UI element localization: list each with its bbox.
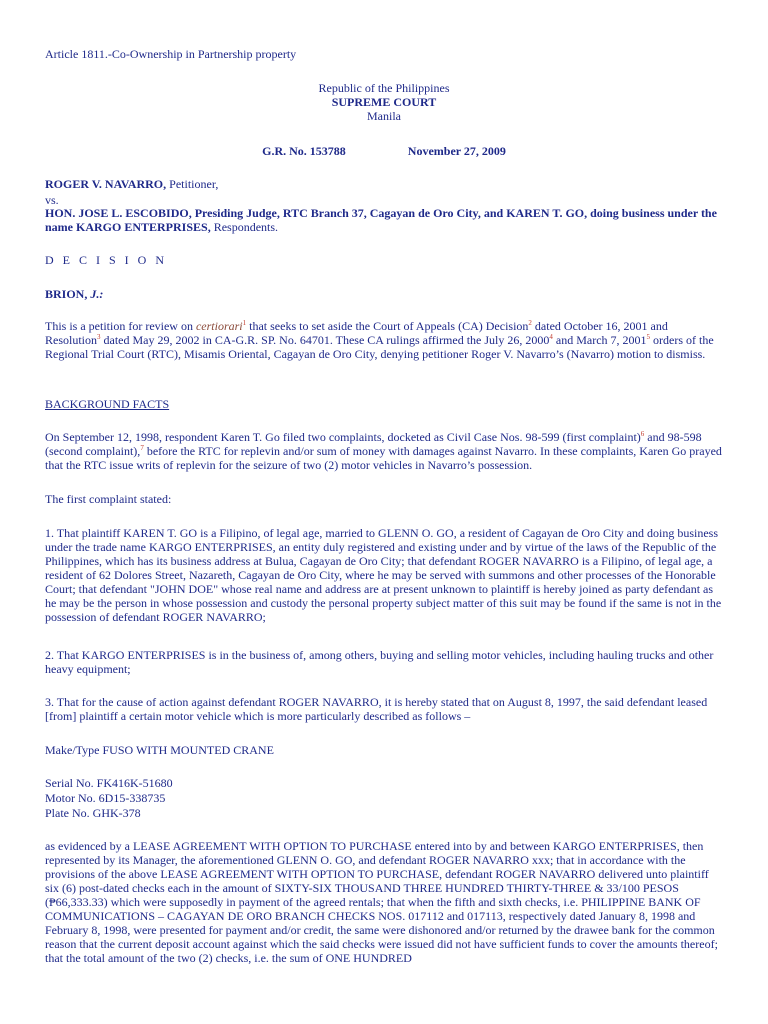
decision-heading: D E C I S I O N bbox=[45, 253, 167, 267]
background-text-1: On September 12, 1998, respondent Karen T. Go filed two complaints, docketed as Civil Case Nos. 98-599 (first complaint) bbox=[45, 430, 641, 444]
intro-paragraph bbox=[45, 319, 725, 361]
background-paragraph bbox=[45, 430, 725, 472]
background-text-2: and 98-598 (second complaint), bbox=[45, 430, 702, 458]
vehicle-make: Make/Type FUSO WITH MOUNTED CRANE bbox=[45, 743, 274, 757]
background-heading: BACKGROUND FACTS bbox=[45, 397, 170, 411]
complaint-paragraph-1: 1. That plaintiff KAREN T. GO is a Filipino, of legal age, married to GLENN O. GO, a resident of Cagayan de Oro City and doing business under the trade name KARGO ENTERPRISES, an entity duly registered and existing under and by virtue of the laws of the Republic of the Philippines, which has its business address at Bulua, Cagayan de Oro City; that defendant ROGER NAVARRO is a Filipino, of legal age, a resident of 62 Dolores Street, Nazareth, Cagayan de Oro City, where he may be served with summons and other processes of the Honorable Court; that defendant "JOHN DOE" whose real name and address are at present unknown to plaintiff is hereby joined as party defendant as he may be the person in whose possession and custody the personal property subject matter of this suit may be found if the same is not in the possession of defendant ROGER NAVARRO; bbox=[45, 526, 722, 624]
background-text-3: before the RTC for replevin and/or sum of money with damages against Navarro. In these complaints, Karen Go prayed that the RTC issue writs of replevin for the seizure of two (2) motor vehicles in Navarro’s possession. bbox=[45, 444, 722, 472]
decision-date: November 27, 2009 bbox=[407, 144, 506, 158]
intro-text-2: that seeks to set aside the Court of Appeals (CA) Decision bbox=[246, 319, 529, 333]
first-complaint-intro: The first complaint stated: bbox=[45, 492, 172, 506]
court-name: SUPREME COURT bbox=[331, 95, 437, 109]
lease-paragraph: as evidenced by a LEASE AGREEMENT WITH OPTION TO PURCHASE entered into by and between KARGO ENTERPRISES, then represented by its Manager, the aforementioned GLENN O. GO, and defendant ROGER NAVARRO xxx; that in accordance with the provisions of the above LEASE AGREEMENT WITH OPTION TO PURCHASE, defendant ROGER NAVARRO delivered unto plaintiff six (6) post-dated checks each in the amount of SIXTY-SIX THOUSAND THREE HUNDRED THIRTY-THREE & 33/100 PESOS (₱66,333.33) which were supposedly in payment of the agreed rentals; that when the fifth and sixth checks, i.e. PHILIPPINE BANK OF COMMUNICATIONS – CAGAYAN DE ORO BRANCH CHECKS NOS. 017112 and 017113, respectively dated January 8, 1998 and February 8, 1998, were presented for payment and/or credit, the same were dishonored and/or returned by the drawee bank for the common reason that the current deposit account against which the said checks were issued did not have sufficient funds to cover the amounts thereof; that the total amount of the two (2) checks, i.e. the sum of ONE HUNDRED bbox=[45, 839, 718, 965]
versus: vs. bbox=[45, 193, 59, 207]
judge-suffix: J.: bbox=[90, 287, 104, 301]
respondents-line bbox=[45, 206, 725, 234]
complaint-paragraph-3: 3. That for the cause of action against defendant ROGER NAVARRO, it is hereby stated that on August 8, 1997, the said defendant leased [from] plaintiff a certain motor vehicle which is more particularly described as follows – bbox=[45, 695, 708, 723]
footnote-3[interactable]: 3 bbox=[97, 333, 101, 341]
vehicle-plate: Plate No. GHK-378 bbox=[45, 806, 141, 820]
court-city: Manila bbox=[367, 109, 401, 123]
footnote-7[interactable]: 7 bbox=[140, 444, 144, 452]
petitioner-line bbox=[45, 177, 725, 191]
footnote-1[interactable]: 1 bbox=[242, 319, 247, 327]
judge-name: BRION, bbox=[45, 287, 91, 301]
certiorari-term: certiorari bbox=[195, 319, 243, 333]
footnote-6[interactable]: 6 bbox=[640, 430, 645, 438]
respondents-role: Respondents. bbox=[210, 220, 279, 234]
republic-line: Republic of the Philippines bbox=[318, 81, 450, 95]
case-reference bbox=[0, 144, 768, 158]
intro-text-5: and March 7, 2001 bbox=[552, 333, 647, 347]
vehicle-serial: Serial No. FK416K-51680 bbox=[45, 776, 173, 790]
petitioner-role: Petitioner, bbox=[166, 177, 219, 191]
vehicle-motor: Motor No. 6D15-338735 bbox=[45, 791, 166, 805]
article-title: Article 1811.-Co-Ownership in Partnership property bbox=[45, 47, 297, 61]
intro-text-3: dated October 16, 2001 and Resolution bbox=[45, 319, 668, 347]
gr-number: G.R. No. 153788 bbox=[262, 144, 346, 158]
footnote-5[interactable]: 5 bbox=[646, 333, 651, 341]
intro-text-6: orders of the Regional Trial Court (RTC), Misamis Oriental, Cagayan de Oro City, denying petitioner Roger V. Navarro’s (Navarro) motion to dismiss. bbox=[45, 333, 714, 361]
footnote-4[interactable]: 4 bbox=[549, 333, 553, 341]
intro-text-4: dated May 29, 2002 in CA-G.R. SP. No. 64701. These CA rulings affirmed the July 26, 2000 bbox=[100, 333, 550, 347]
complaint-paragraph-2: 2. That KARGO ENTERPRISES is in the business of, among others, buying and selling motor vehicles, including hauling trucks and other heavy equipment; bbox=[45, 648, 714, 676]
respondents-names: HON. JOSE L. ESCOBIDO, Presiding Judge, RTC Branch 37, Cagayan de Oro City, and KAREN T. GO, doing business under the name KARGO ENTERPRISES, bbox=[45, 206, 717, 234]
footnote-2[interactable]: 2 bbox=[528, 319, 532, 327]
ponente bbox=[45, 287, 725, 301]
intro-text-1: This is a petition for review on bbox=[45, 319, 196, 333]
petitioner-name: ROGER V. NAVARRO, bbox=[45, 177, 167, 191]
